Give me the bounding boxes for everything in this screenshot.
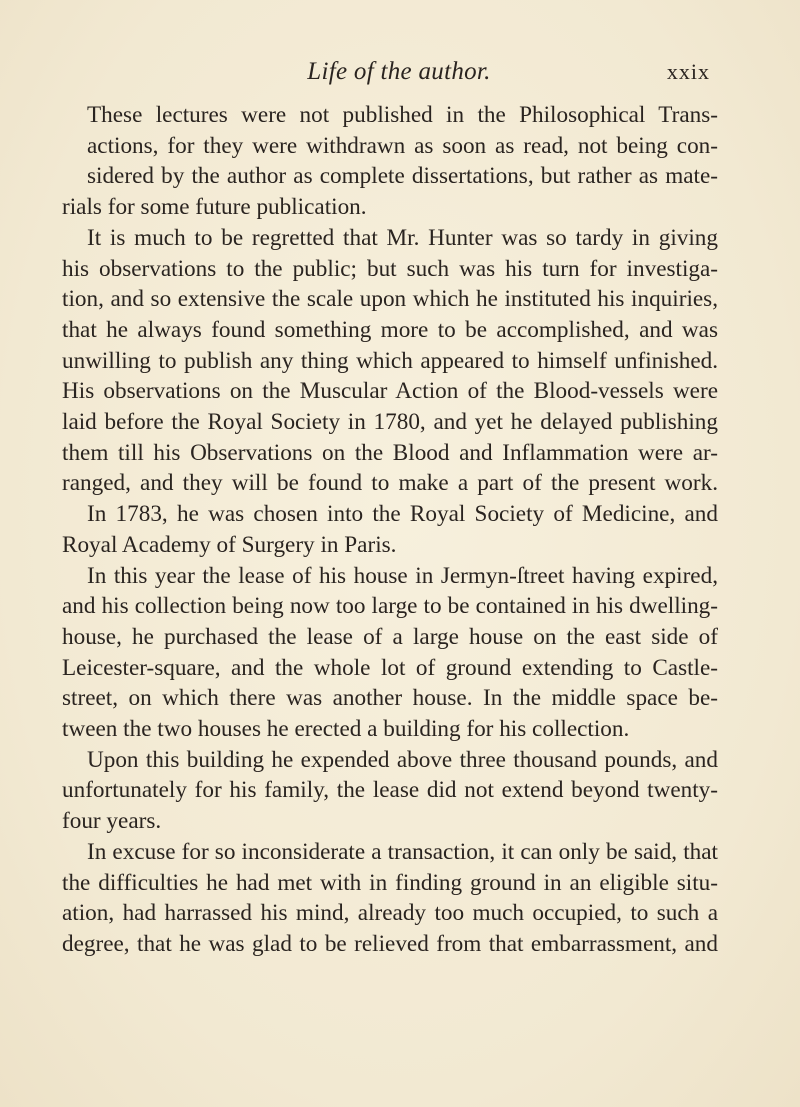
- text-line: In this year the lease of his house in Jermyn-ſtreet having expired,: [87, 562, 718, 589]
- page-number: xxix: [666, 59, 710, 84]
- text-line: unfortunately for his family, the lease did not extend beyond twenty-: [62, 777, 718, 804]
- text-line: It is much to be regretted that Mr. Hunter was so tardy in giving: [87, 224, 718, 251]
- text-line: the difficulties he had met with in finding ground in an eligible situ-: [62, 869, 718, 896]
- text-line: ation, had harrassed his mind, already too much occupied, to such a: [62, 900, 718, 927]
- text-line: sidered by the author as complete dissertations, but rather as mate-: [87, 163, 718, 190]
- text-line: unwilling to publish any thing which appeared to himself unfinished.: [62, 347, 718, 374]
- text-line: ranged, and they will be found to make a part of the present work.: [62, 470, 718, 497]
- paragraph-6: [62, 837, 718, 960]
- paragraph-2: [62, 223, 718, 499]
- text-line: Leicester-square, and the whole lot of ground extending to Castle-: [62, 654, 718, 681]
- text-line: actions, for they were withdrawn as soon as read, not being con-: [87, 132, 718, 159]
- text-line: four years.: [62, 808, 162, 835]
- text-line: tion, and so extensive the scale upon which he instituted his inquiries,: [62, 286, 718, 313]
- text-line: In excuse for so inconsiderate a transaction, it can only be said, that: [87, 838, 718, 865]
- text-line: tween the two houses he erected a building for his collection.: [62, 716, 630, 743]
- text-line: Royal Academy of Surgery in Paris.: [62, 531, 397, 558]
- text-line: them till his Observations on the Blood and Inflammation were ar-: [62, 439, 718, 466]
- page-header: [88, 58, 710, 92]
- text-line: laid before the Royal Society in 1780, and yet he delayed publishing: [62, 409, 718, 436]
- text-line: degree, that he was glad to be relieved from that embarrassment, and: [62, 930, 718, 957]
- paragraph-5: [62, 745, 718, 837]
- body-text: [62, 100, 718, 960]
- text-line: Upon this building he expended above three thousand pounds, and: [87, 746, 718, 773]
- text-line: These lectures were not published in the Philosophical Trans-: [87, 102, 718, 128]
- text-line: that he always found something more to be accomplished, and was: [62, 316, 718, 343]
- text-line: street, on which there was another house. In the middle space be-: [62, 685, 718, 712]
- text-line: In 1783, he was chosen into the Royal Society of Medicine, and: [87, 501, 718, 528]
- text-line: His observations on the Muscular Action of the Blood-vessels were: [62, 378, 718, 405]
- text-line: house, he purchased the lease of a large house on the east side of: [62, 623, 718, 650]
- text-line: his observations to the public; but such was his turn for investiga-: [62, 255, 718, 282]
- paragraph-3: [62, 499, 718, 560]
- paragraph-4: [62, 561, 718, 745]
- text-line: and his collection being now too large to be contained in his dwelling-: [62, 593, 718, 620]
- text-line: rials for some future publication.: [62, 194, 367, 221]
- paragraph-1: [62, 100, 718, 223]
- running-title: Life of the author.: [307, 58, 491, 85]
